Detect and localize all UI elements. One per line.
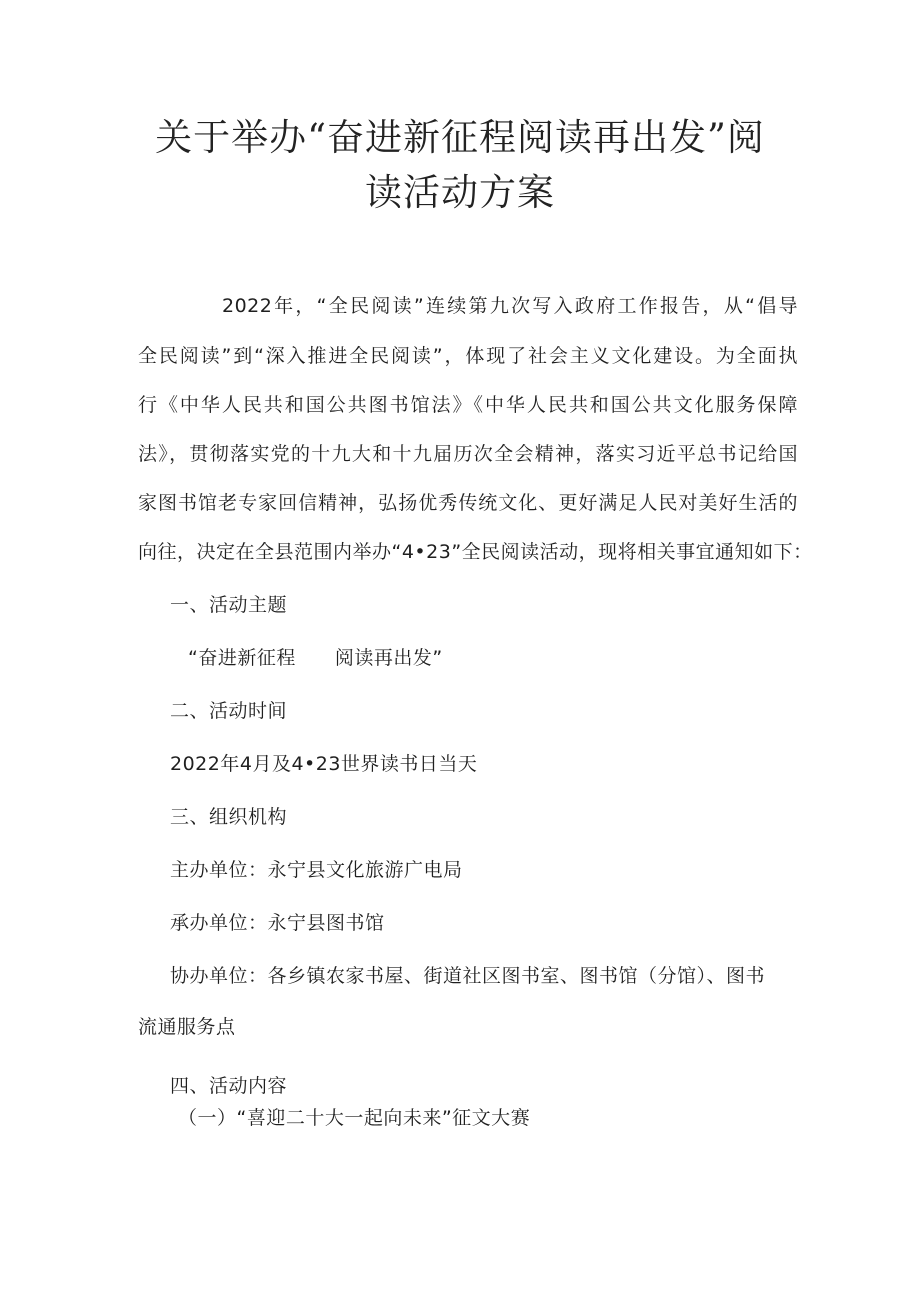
document-title-line-1: 关于举办“奋进新征程阅读再出发”阅	[155, 116, 765, 159]
intro-paragraph-line-5: 家图书馆老专家回信精神，弘扬优秀传统文化、更好满足人民对美好生活的	[138, 492, 798, 514]
activity-time: 2022年4月及4•23世界读书日当天	[170, 753, 478, 775]
host-unit: 主办单位：永宁县文化旅游广电局	[170, 859, 463, 881]
coorganizer-line-1: 协办单位：各乡镇农家书屋、街道社区图书室、图书馆（分馆）、图书	[170, 965, 766, 987]
section-1-heading: 一、活动主题	[170, 594, 288, 616]
activity-theme: “奋进新征程 阅读再出发”	[188, 647, 443, 669]
intro-paragraph-line-3: 行《中华人民共和国公共图书馆法》《中华人民共和国公共文化服务保障	[138, 394, 798, 416]
intro-paragraph-line-2: 全民阅读”到“深入推进全民阅读”，体现了社会主义文化建设。为全面执	[138, 345, 798, 367]
section-4-heading: 四、活动内容	[170, 1075, 288, 1097]
document-title-line-2: 读活动方案	[365, 171, 555, 214]
intro-paragraph-line-1: 2022年，“全民阅读”连续第九次写入政府工作报告，从“倡导	[222, 295, 798, 317]
section-2-heading: 二、活动时间	[170, 700, 288, 722]
intro-paragraph-line-6: 向往，决定在全县范围内举办“4•23”全民阅读活动，现将相关事宜通知如下：	[138, 541, 813, 563]
organizer-unit: 承办单位：永宁县图书馆	[170, 912, 385, 934]
section-3-heading: 三、组织机构	[170, 806, 288, 828]
coorganizer-line-2: 流通服务点	[138, 1016, 236, 1038]
section-4-item-1: （一）“喜迎二十大一起向未来”征文大赛	[178, 1107, 531, 1129]
intro-paragraph-line-4: 法》，贯彻落实党的十九大和十九届历次全会精神，落实习近平总书记给国	[138, 443, 798, 465]
